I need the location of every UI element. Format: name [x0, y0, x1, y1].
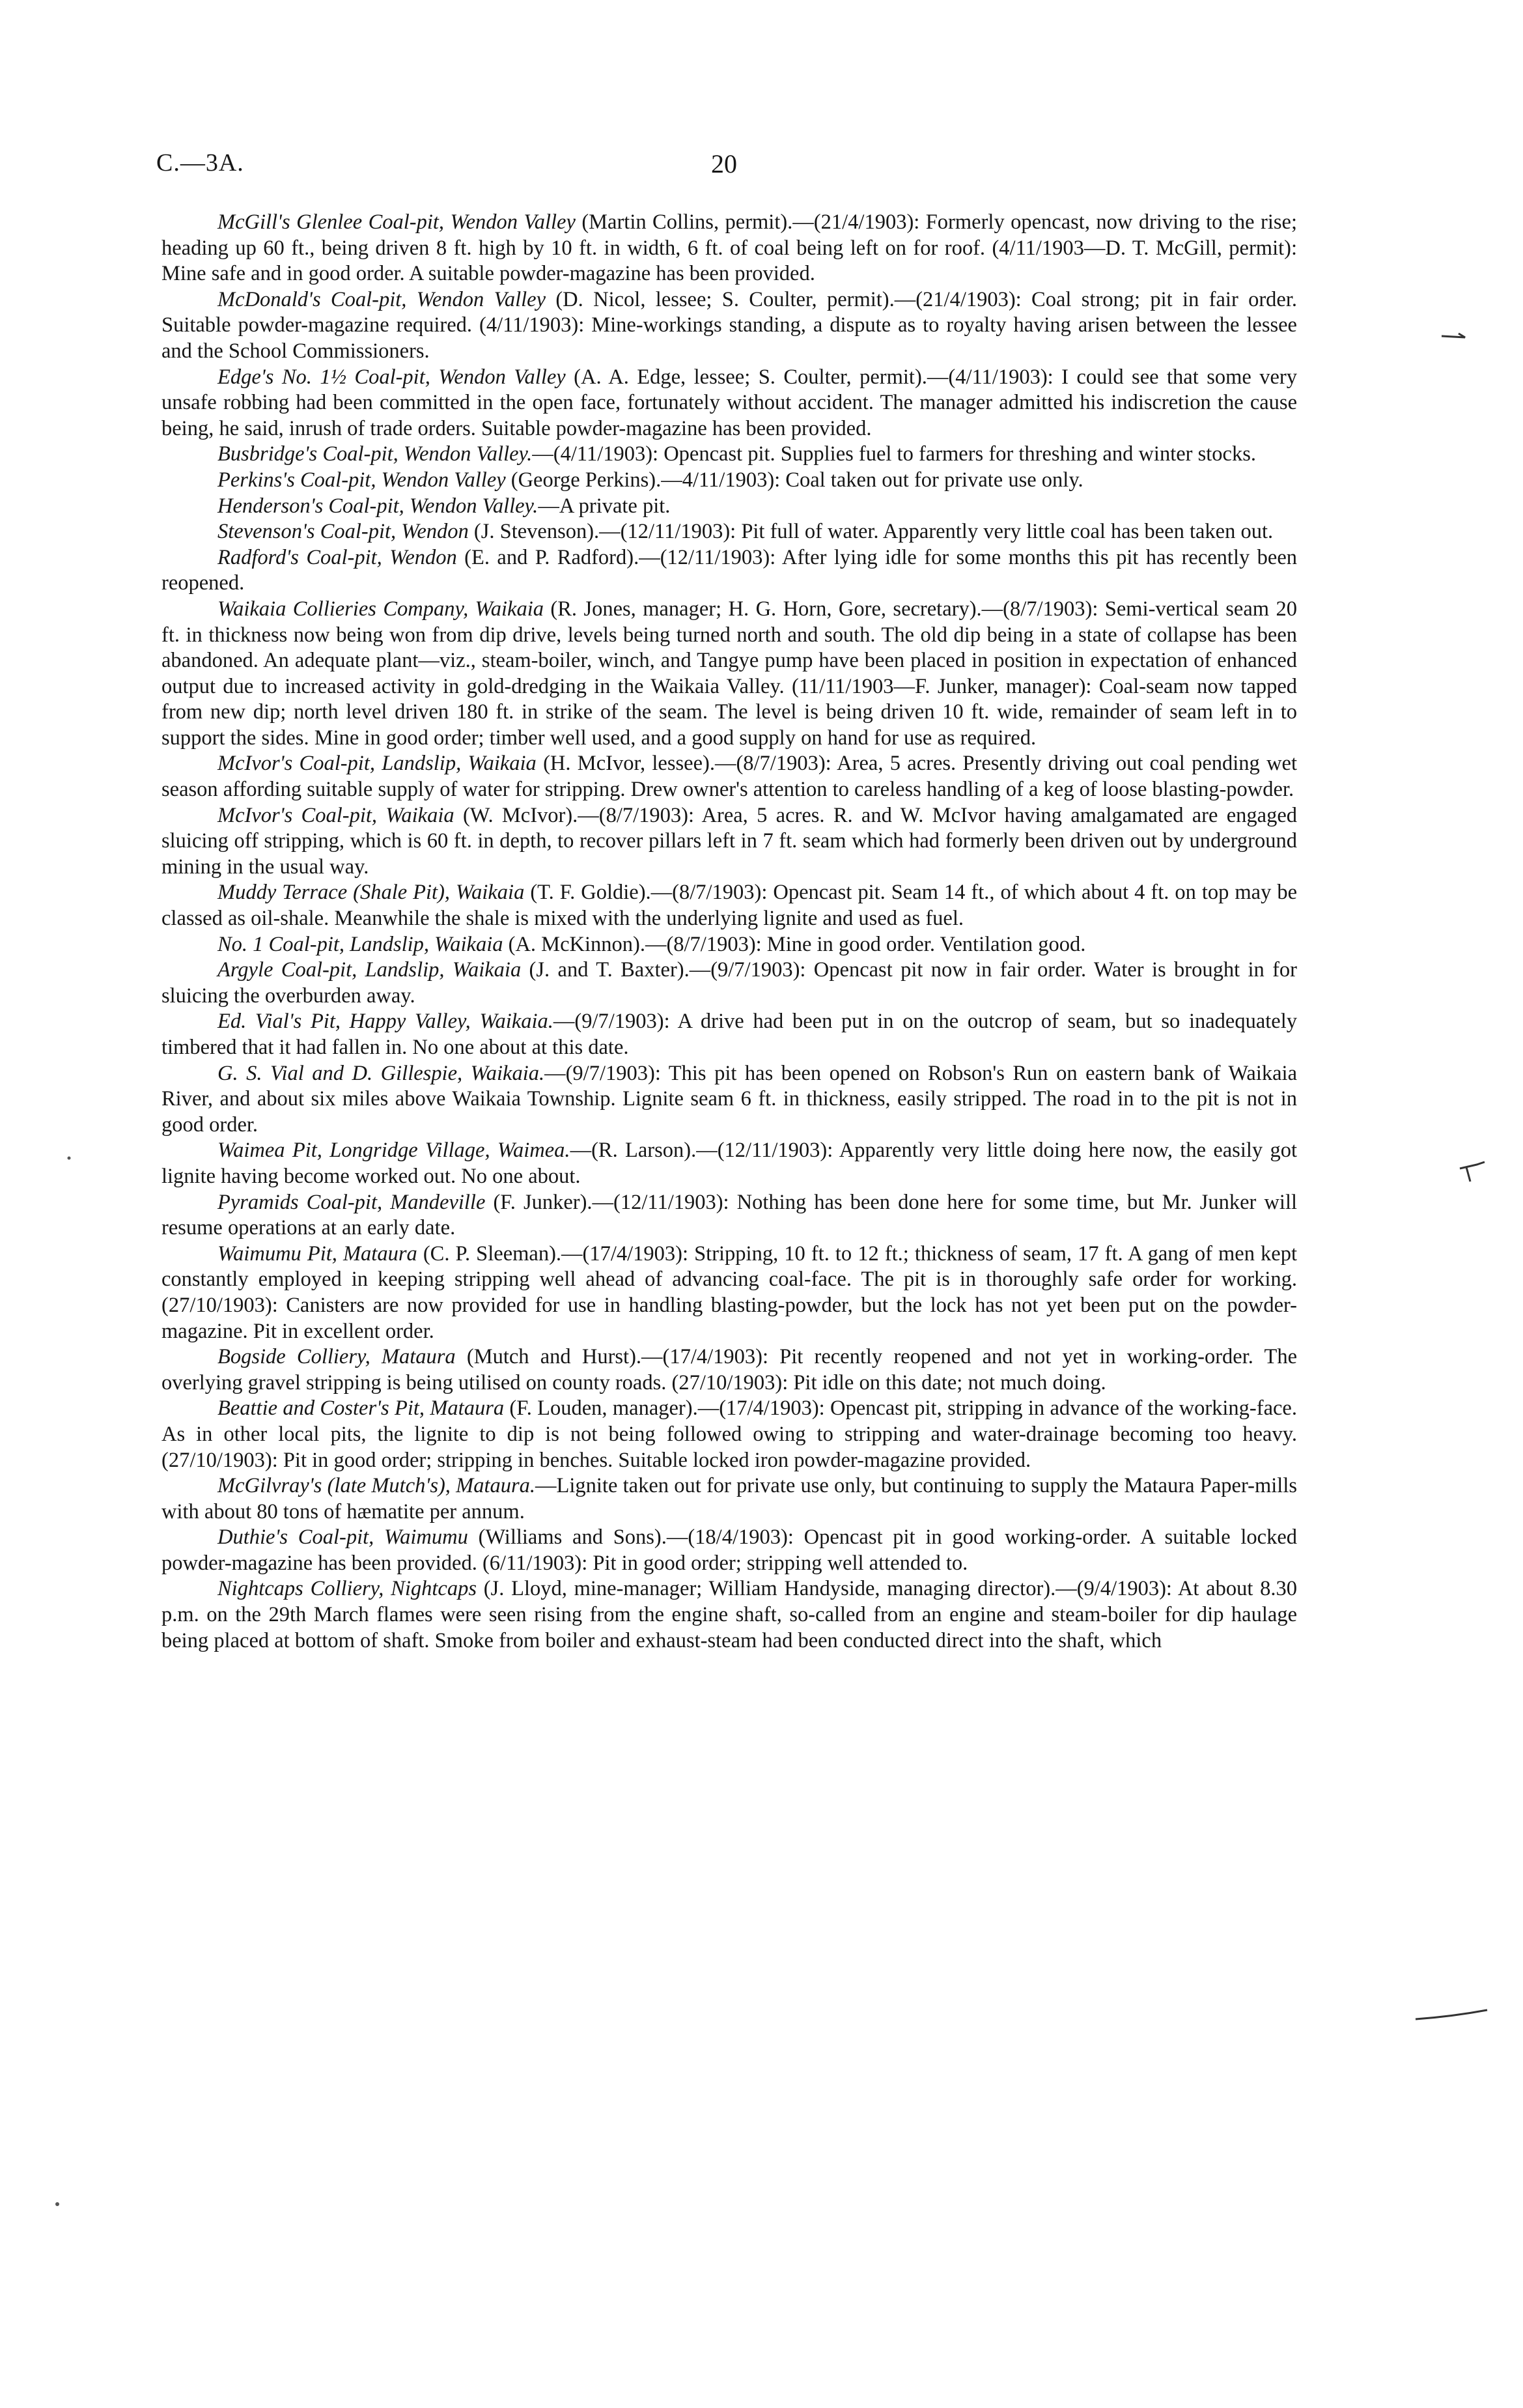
entry-duthie [161, 1525, 1297, 1576]
entry-pyramids [161, 1190, 1297, 1241]
entry-text: (H. McIvor, lessee).—(8/7/1903): Area, 5 acres. Presently driving out coal pending wet season affording suitable supply of water for stripping. Drew owner's attention to careless handling of a keg of loose blasting-powder. [161, 752, 1298, 802]
body-text [161, 210, 1297, 1654]
entry-text: (R. Jones, manager; H. G. Horn, Gore, secretary).—(8/7/1903): Semi-vertical seam 20 ft. in thickness now being won from dip drive, levels being turned north and south. The old dip being in a state of collapse has been abandoned. An adequate plant—viz., steam-boiler, winch, and Tangye pump have been placed in position in expectation of enhanced output due to increased activity in gold-dredging in the Waikaia Valley. (11/11/1903—F. Junker, manager): Coal-seam now tapped from new dip; north level driven 180 ft. in strike of the seam. The level is being driven 10 ft. wide, remainder of seam left in to support the sides. Mine in good order; timber well used, and a good supply on hand for use as required. [161, 597, 1297, 750]
entry-mcdonald [161, 287, 1297, 365]
entry-text: —(9/7/1903): This pit has been opened on Robson's Run on eastern bank of Waikaia River, and about six miles above Waikaia Township. Lignite seam 6 ft. in thickness, easily stripped. The road in to the pit is not in good order. [161, 1061, 1297, 1137]
entry-title: Ed. Vial's Pit, Happy Valley, Waikaia. [217, 1010, 553, 1034]
entry-title: Duthie's Coal-pit, Waimumu [217, 1525, 468, 1550]
entry-text: (George Perkins).—4/11/1903): Coal taken out for private use only. [505, 468, 1083, 492]
entry-perkins [161, 468, 1297, 494]
entry-text: (F. Junker).—(12/11/1903): Nothing has been done here for some time, but Mr. Junker will resume operations at an early date. [161, 1190, 1297, 1240]
entry-no1-landslip [161, 932, 1297, 958]
entry-text: —(4/11/1903): Opencast pit. Supplies fuel to farmers for threshing and winter stocks. [532, 442, 1256, 466]
entry-text: (C. P. Sleeman).—(17/4/1903): Stripping, 10 ft. to 12 ft.; thickness of seam, 17 ft. A gang of men kept constantly employed in keeping stripping well ahead of advancing coal-face. The pit is in thoroughly safe order for working. (27/10/1903): Canisters are now provided for use in handling blasting-powder, but the lock has not yet been put on the powder-magazine. Pit in excellent order. [161, 1241, 1297, 1343]
entry-radford [161, 545, 1297, 597]
entry-title: Argyle Coal-pit, Landslip, Waikaia [217, 958, 522, 982]
entry-text: (J. Stevenson).—(12/11/1903): Pit full of water. Apparently very little coal has been taken out. [468, 520, 1274, 544]
entry-text: (T. F. Goldie).—(8/7/1903): Opencast pit. Seam 14 ft., of which about 4 ft. on top may be classed as oil-shale. Meanwhile the shale is mixed with the underlying lignite and used as fuel. [161, 881, 1298, 931]
entry-nightcaps [161, 1576, 1297, 1654]
entry-beattie-coster [161, 1396, 1297, 1473]
entry-text: (E. and P. Radford).—(12/11/1903): After lying idle for some months this pit has recently been reopened. [161, 545, 1297, 595]
entry-text: —Lignite taken out for private use only, but continuing to supply the Mataura Paper-mills with about 80 tons of hæmatite per annum. [161, 1474, 1297, 1523]
entry-text: (D. Nicol, lessee; S. Coulter, permit).—(21/4/1903): Coal strong; pit in fair order. Suitable powder-magazine required. (4/11/1903): Mine-workings standing, a dispute as to royalty having arisen between the lessee and the School Commissioners. [161, 287, 1298, 363]
entry-text: —(9/7/1903): A drive had been put in on the outcrop of seam, but so inadequately timbered that it had fallen in. No one about at this date. [161, 1010, 1297, 1059]
entry-mcgilvray [161, 1473, 1297, 1525]
entry-title: McDonald's Coal-pit, Wendon Valley [217, 287, 546, 311]
entry-text: (F. Louden, manager).—(17/4/1903): Opencast pit, stripping in advance of the working-face. As in other local pits, the lignite to dip is not being followed owing to stripping and water-drainage becoming too heavy. (27/10/1903): Pit in good order; stripping in benches. Suitable locked iron powder-magazine provided. [161, 1396, 1297, 1472]
entry-text: —A private pit. [538, 494, 671, 518]
entry-title: Waimumu Pit, Mataura [217, 1241, 417, 1266]
entry-title: Beattie and Coster's Pit, Mataura [217, 1396, 505, 1421]
entry-bogside [161, 1344, 1297, 1396]
entry-argyle [161, 957, 1297, 1009]
document-reference: C.—3A. [156, 149, 244, 177]
entry-title: Perkins's Coal-pit, Wendon Valley [217, 468, 506, 492]
entry-title: Bogside Colliery, Mataura [217, 1345, 456, 1369]
entry-text: (Williams and Sons).—(18/4/1903): Opencast pit in good working-order. A suitable locked powder-magazine has been provided. (6/11/1903): Pit in good order; stripping well attended to. [161, 1525, 1298, 1575]
entry-text: (J. and T. Baxter).—(9/7/1903): Opencast pit now in fair order. Water is brought in for sluicing the overburden away. [161, 958, 1298, 1008]
entry-title: Waimea Pit, Longridge Village, Waimea. [217, 1139, 570, 1163]
entry-title: McGill's Glenlee Coal-pit, Wendon Valley [217, 210, 576, 234]
entry-title: G. S. Vial and D. Gillespie, Waikaia. [217, 1061, 545, 1085]
entry-title: Muddy Terrace (Shale Pit), Waikaia [217, 881, 525, 905]
entry-title: No. 1 Coal-pit, Landslip, Waikaia [217, 932, 503, 956]
entry-mcgill-glenlee [161, 210, 1297, 287]
entry-title: Busbridge's Coal-pit, Wendon Valley. [217, 442, 533, 466]
margin-dot [53, 2200, 61, 2208]
entry-mcivor-waikaia [161, 803, 1297, 881]
entry-title: McGilvray's (late Mutch's), Mataura. [217, 1474, 536, 1498]
entry-title: Stevenson's Coal-pit, Wendon [217, 520, 469, 544]
entry-text: —(R. Larson).—(12/11/1903): Apparently very little doing here now, the easily got lignite having become worked out. No one about. [161, 1139, 1298, 1188]
entry-waikaia-collieries [161, 597, 1297, 752]
entry-busbridge [161, 442, 1297, 468]
entry-text: (Martin Collins, permit).—(21/4/1903): Formerly opencast, now driving to the rise; heading up 60 ft., being driven 8 ft. high by 10 ft. in width, 6 ft. of coal being left on for roof. (4/11/1903—D. T. McGill, permit): Mine safe and in good order. A suitable powder-magazine has been provided. [161, 210, 1297, 286]
entry-text: (W. McIvor).—(8/7/1903): Area, 5 acres. R. and W. McIvor having amalgamated are engaged sluicing off stripping, which is 60 ft. in depth, to recover pillars left in 7 ft. seam which had formerly been driven out by underground mining in the usual way. [161, 803, 1297, 879]
entry-ed-vial [161, 1009, 1297, 1060]
entry-stevenson [161, 519, 1297, 545]
entry-waimumu [161, 1241, 1297, 1344]
margin-dot [65, 1154, 73, 1162]
entry-text: (A. A. Edge, lessee; S. Coulter, permit).—(4/11/1903): I could see that some very unsafe robbing had been committed in the open face, fortunately without accident. The manager admitted his indiscretion the cause being, he said, inrush of trade orders. Suitable powder-magazine has been provided. [161, 365, 1297, 440]
margin-tick-mark [1457, 1159, 1490, 1185]
entry-waimea [161, 1138, 1297, 1189]
entry-muddy-terrace [161, 880, 1297, 931]
entry-text: (Mutch and Hurst).—(17/4/1903): Pit recently reopened and not yet in working-order. The overlying gravel stripping is being utilised on county roads. (27/10/1903): Pit idle on this date; not much doing. [161, 1345, 1297, 1395]
entry-title: McIvor's Coal-pit, Landslip, Waikaia [217, 752, 537, 776]
margin-tick-mark [1439, 330, 1472, 343]
entry-henderson [161, 494, 1297, 520]
entry-title: McIvor's Coal-pit, Waikaia [217, 803, 454, 827]
entry-title: Radford's Coal-pit, Wendon [217, 545, 457, 569]
entry-title: Waikaia Collieries Company, Waikaia [217, 597, 544, 621]
entry-title: Pyramids Coal-pit, Mandeville [217, 1190, 486, 1214]
page-header [156, 149, 977, 188]
entry-mcivor-landslip [161, 751, 1297, 802]
entry-text: (J. Lloyd, mine-manager; William Handyside, managing director).—(9/4/1903): At about 8.30 p.m. on the 29th March flames were seen rising from the engine shaft, so-called from an engine and steam-boiler for dip haulage being placed at bottom of shaft. Smoke from boiler and exhaust-steam had been conducted direct into the shaft, which [161, 1577, 1298, 1652]
entry-edge [161, 365, 1297, 442]
entry-title: Edge's No. 1½ Coal-pit, Wendon Valley [217, 365, 566, 389]
page-number: 20 [711, 149, 737, 178]
entry-text: (A. McKinnon).—(8/7/1903): Mine in good order. Ventilation good. [503, 932, 1086, 956]
margin-tick-mark [1413, 2005, 1491, 2024]
entry-title: Henderson's Coal-pit, Wendon Valley. [217, 494, 538, 518]
entry-title: Nightcaps Colliery, Nightcaps [217, 1577, 477, 1601]
entry-vial-gillespie [161, 1061, 1297, 1139]
